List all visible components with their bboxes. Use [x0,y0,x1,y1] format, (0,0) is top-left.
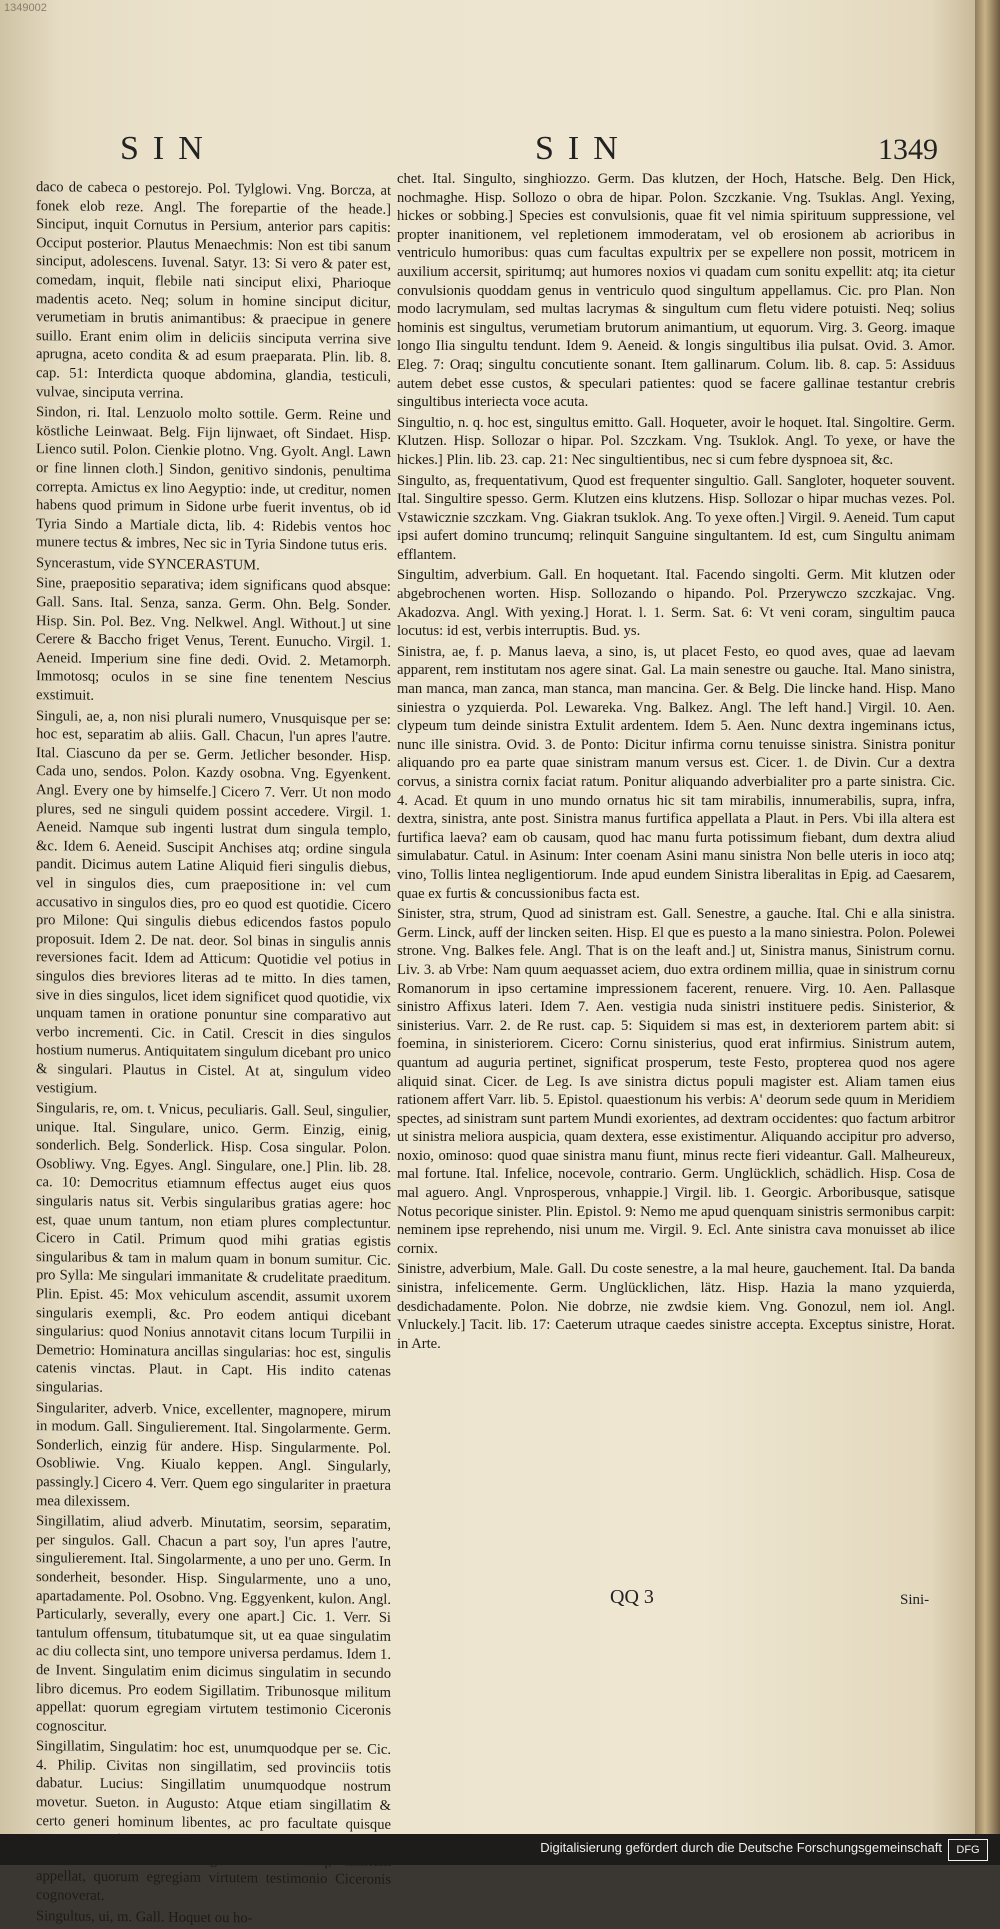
corner-mark: 1349002 [4,2,47,14]
page-number: 1349 [878,133,938,166]
entry: Singultim, adverbium. Gall. En hoquetant. Ital. Facendo singolti. Germ. Mit klutzen oder abgebrochenen worten. Hisp. Sollozando o hipando. Pol. Przerywczo szczkajac. Vng. Akadozva. Angl. With yexing.] Horat. l. 1. Serm. Sat. 6: Vt veni coram, singultim pauca locutus: id est, verbis interruptis. Bud. ys. [397,567,955,640]
running-head-left: SIN [120,130,217,167]
entry: Sinister, stra, strum, Quod ad sinistram est. Gall. Senestre, a gauche. Ital. Chi e alla sinistra. Germ. Linck, auff der lincken seiten. Hisp. El que es puesto a la mano siniestra. Polon. Polewei strone. Vng. Balkes fele. Angl. That is on the leaft and.] ut, Sinistra manus, Sinistrum cornu. Liv. 3. ab Vrbe: Nam quum aequasset aciem, duo extra ordinem millia, quae in sinistrum cornu Romanorum in ipso certamine impressionem facerent, renuere. Virg. 10. Aen. Pallasque sinistro Affixus lateri. Idem 7. Aen. vestigia nuda sinistri instituere pedis. Sinisterior, & sinisterius. Varr. 2. de Re rust. cap. 5: Siquidem si mas est, in dexteriorem partem abit: si foemina, in sinisteriorem. Cicero: Cornu sinisterius, quod erat infirmius. Sinistrum autem, quantum ad auguria pertinet, significat prosperum, teste Festo, propterea quod nos agere aliquid sinat. Cicer. de Leg. Is ave sinistra dictus populi magister est. Aliam tamen eius rationem affert Varr. lib. 5. Epistol. quaestionum his verbis: A' deorum sede quum in Meridiem spectes, ad sinistram sunt partem Mundi exorientes, ad dextram occidentes: quo factum arbitror ut sinistra meliora auspicia, quam dextera, esse existimentur. Aliquando accipitur pro adverso, noxio, ominoso: quod quae sinistra manu fiunt, minus recte fieri videantur. Gall. Malheureux, mal fortune. Ital. Infelice, nocevole, contrario. Germ. Unglücklich, schädlich. Hisp. Cosa de mal aguero. Angl. Vnprosperous, vnhappie.] Virgil. lib. 1. Georgic. Arboribusque, satisque Notus pecorique sinister. Plin. Epistol. 9: Nemo me apud quenquam sinistris sermonibus carpit: neminem ipse reprehendo, nisi unum me. Virgil. 9. Ecl. Ante sinistra cava monuisset ab ilice cornix. [397,906,955,1257]
left-column [36,178,392,1927]
entry: Singultus, ui, m. Gall. Hoquet ou ho- [36,1907,253,1927]
entry: Singillatim, Singulatim: hoc est, unumquodque per se. Cic. 4. Philip. Civitas non singillatim, sed provinciis totis dabatur. Lucius: Singillatim unumquodque nostrum movetur. Sueton. in Augusto: Atque etiam singillatim & certo generi hominum libentes, ac pro facultate quisque appellat, quorum egregiam virtutem testimonio Ciceronis cognoverat. [36,1738,391,1904]
entry: Sinistra, ae, f. p. Manus laeva, a sino, is, ut placet Festo, eo quod aves, quae ad laevam apparent, rem institutam nos agere sinat. Gal. La main senestre ou gauche. Ital. Mano sinistra, man manca, man zanca, man stanca, man mancina. Ger. & Belg. Die lincke hand. Hisp. Mano siniestra o yzquierda. Pol. Lewareka. Vng. Balkez. Angl. The left hand.] Virgil. 10. Aen. clypeum tum deinde sinistra Extulit ardentem. Idem 5. Aen. Nunc dextra ingeminans ictus, nunc ille sinistra. Ovid. 3. de Ponto: Dicitur infirma cornu tenuisse sinistra. Sinistra ponitur aliquando pro ea parte quae sinistram manum versus est. Cicer. 1. de Divin. Cur a dextra corvus, a sinistra cornix faciat ratum. Ponitur aliquando adverbialiter pro a parte sinistra. Cic. 4. Acad. Et quum in uno mundo ornatus hic sit tam mirabilis, innumerabilis, supra, infra, dextra, sinistra, ante post. Sinistra manus furtifica appellata a Plaut. in Pers. Vbi illa altera est furtifica laeva? eam ob causam, quod hac manu furta potissimum fiebant, dum dextra aliud simulabatur. Catul. in Asinum: Inter coenam Asini manu sinistra Non belle uteris in ioco atq; vino, Tollis lintea negligentiorum. Inde apud eundem Sinistra liberalitas in Epig. ad Caesarem, quae ex furtis & concussionibus facta est. [397,643,955,902]
entry: Sindon, ri. Ital. Lenzuolo molto sottile. Germ. Reine und köstliche Leinwaat. Belg. Fijn lijnwaet, oft Sindaet. Hisp. Lienco sutil. Polon. Cienkie plotno. Vng. Gyolt. Angl. Lawn or fine linnen cloth.] Sindon, genitivo sindonis, penultima correpta. Amictus ex lino Aegyptio: inde, ut creditur, nomen habens quod primum in Sidone urbe fuerit inventus, ob id Tyria Sindo a Martiale dicta, lib. 4: Ridebis ventos hoc munere tectus & imbres, Nec sic in Tyria Sindone tutus eris. [36,404,391,555]
footer-credit: Digitalisierung gefördert durch die Deutsche Forschungsgemeinschaft [540,1840,942,1855]
entry: Singultio, n. q. hoc est, singultus emitto. Gall. Hoqueter, avoir le hoquet. Ital. Singoltire. Germ. Klutzen. Hisp. Sollozar o hipar. Pol. Szczkam. Vng. Tsuklok. Angl. To yexe, or have the hickes.] Plin. lib. 23. cap. 21: Nec singultientibus, nec si cum febre dyspnoea sit, &c. [397,414,955,468]
book-spine [975,0,1000,1865]
entry: Singillatim, aliud adverb. Minutatim, seorsim, separatim, per singulos. Gall. Chacun a part soy, l'un apres l'autre, singulierement. Ital. Singolarmente, a uno per uno. Germ. In sonderheit, besonder. Hisp. Singularmente, uno a uno, apartadamente. Pol. Osobno. Vng. Eggyenkent, kulon. Angl. Particularly, severally, every one apart.] Cic. 1. Verr. Si tantulum offensum, titubatumque sit, ut ea quae singulatim ac diu collecta sint, uno tempore universa perdamus. Idem 1. de Invent. Singulatim enim dicimus singulatim in secundo libro dicemus. Pro eodem Sigillatim. Tribunosque militum appellat: quorum egregiam virtutem testimonio Ciceronis cognoscitur. [36,1513,392,1735]
entry: Singuli, ae, a, non nisi plurali numero, Vnusquisque per se: hoc est, separatim ab aliis. Gall. Chacun, l'un apres l'autre. Ital. Ciascuno da per se. Germ. Jetlicher besonder. Hisp. Cada uno, sendos. Polon. Kazdy osobna. Vng. Egyenkent. Angl. Every one by himselfe.] Cicero 7. Verr. Ut non modo plures, sed ne singuli quidem possint accedere. Virgil. 1. Aeneid. Namque sub ingenti lustrat dum singula templo, &c. Idem 6. Aeneid. Suscipit Anchises atq; ordine singula pandit. Dicimus autem Latine Aliquid fieri singulis diebus, vel in singulos dies, cum praepositione in: vel cum accusativo in singulos dies, pro eo quod est quotidie. Cicero pro Milone: Qui singulis diebus edicendos fastos populo proposuit. Idem 2. De nat. deor. Sol binas in singulis annis reversiones facit. Idem ad Atticum: Quotidie vel potius in singulos dies breviores literas ad te mitto. In dies tamen, sive in dies singulos, licet idem significet quod quotidie, vix unquam tamen in oratione ponuntur sine comparativo aut verbo incrementi. Cic. in Catil. Crescit in dies singulos hostium numerus. Antiquitatem singulum dicebant pro unico & singulari. Plautus in Cistel. At at, singulum video vestigium. [36,707,391,1097]
catchword: Sini- [900,1592,930,1608]
entry: Sine, praepositio separativa; idem significans quod absque: Gall. Sans. Ital. Senza, sanza. Germ. Ohn. Belg. Sonder. Hisp. Sin. Pol. Bez. Vng. Nelkwel. Angl. Without.] ut sine Cerere & Baccho friget Venus, Terent. Eunucho. Virgil. 1. Aeneid. Imperium sine fine dedi. Ovid. 2. Metamorph. Immotosq; oculos in se sine fine tenentem Nescius exstimuit. [36,575,391,704]
entry: Singularis, re, om. t. Vnicus, peculiaris. Gall. Seul, singulier, unique. Ital. Singulare, unico. Germ. Einzig, einig, sonderlich. Belg. Sonderlick. Hisp. Cosa singular. Polon. Osobliwy. Vng. Egyes. Angl. Singulare, one.] Plin. lib. 28. ca. 10: Democritus etiamnum effectus auget eius quos singularis natus sit. Verbis singularibus gratias agere: hoc est, quae unum tantum, non etiam plures complectuntur. Cicero in Catil. Primum quod mihi gratias egistis singularibus & tam in malum quam in bonum sumitur. Cic. pro Sylla: Me singulari immanitate & crudelitate praeditum. Plin. Epist. 45: Mox vehiculum ascendit, assumit uxorem singularis exempli, &c. Pro eodem antiqui dicebant singularius: quod Nonius annotavit citans locum Turpilii in Demetrio: Hominatura ancillas singularias: hoc est, singulis catenis vinctas. Plaut. in Capt. His indito catenas singularias. [36,1100,391,1396]
footer-bar [0,1834,1000,1865]
entry: Sinistre, adverbium, Male. Gall. Du coste senestre, a la mal heure, gauchement. Ital. Da banda sinistra, infelicemente. Germ. Unglücklichen, lätz. Hisp. Hazia la mano yzquierda, desdichadamente. Polon. Nie dobrze, nie zwdsie kiem. Vng. Gonozul, nem iol. Angl. Vnluckely.] Tacit. lib. 17: Caeterum utraque caedes sinistre accepta. Exceptus sinistre, Horat. in Arte. [397,1261,955,1352]
signature-mark: QQ 3 [610,1586,654,1608]
running-head-right: SIN [535,130,632,167]
dfg-logo-icon: DFG [948,1839,988,1861]
entry: Singulto, as, frequentativum, Quod est frequenter singultio. Gall. Sangloter, hoqueter souvent. Ital. Singultire spesso. Germ. Klutzen eins klutzens. Hisp. Sollozar o hipar muchas vezes. Pol. Vstawicznie szczkam. Vng. Giakran tsuklok. Ang. To yexe often.] Virgil. 9. Aeneid. Tum caput ipsi aufert domino truncumq; relinquit Sanguine singultantem. Id est, cum Singultu animam efflantem. [397,472,955,563]
entry: chet. Ital. Singulto, singhiozzo. Germ. Das klutzen, der Hoch, Hatsche. Belg. Den Hick, nochmaghe. Hisp. Sollozo o obra de hipar. Polon. Szczkanie. Vng. Tsuklas. Angl. Yexing, hickes or sobbing.] Species est convulsionis, quae fit vel nimia spirituum suppressione, vel propter inanitionem, vel repletionem immoderatam, vel ob erosionem ab acrioribus in ventriculo humoribus: quas cum facultas expultrix per se expellere non possit, motricem in auxilium accersit, spiritumq; aut humores noxios vi quadam cum sonitu expellit: atq; ita cietur convulsionis quoddam genus in ventriculo quod singultum appellamus. Cic. pro Plan. Non modo lacrymulam, sed multas lacrymas & singultum cum fletu videre potuisti. Neq; solius hominis est singultus, verumetiam brutorum animantium, ut equorum. Virg. 3. Georg. imaque longo Ilia singultu tendunt. Idem 9. Aeneid. & longis singultibus ilia pulsat. Ovid. 3. Amor. Eleg. 7: Oraq; singultu concutiente sonant. Item gallinarum. Colum. lib. 8. cap. 5: Assiduus autem debet esse custos, & speculari patientes: quod se facere gallinae testantur crebris singultibus interiecta voce acuta. [397,171,955,411]
entry: daco de cabeca o pestorejo. Pol. Tylglowi. Vng. Borcza, at fonek elob reze. Angl. The forepartie of the heade.] Sinciput, inquit Cornutus in Persium, anterior pars capitis: Occiput posterior. Plautus Menaechmis: Non est tibi sanum sinciput, adolescens. Iuvenal. Satyr. 13: Si vero & pater est, comedam, inquit, flebile nati sinciput elixi, Pharioque madentis aceto. Neq; solum in homine sinciput dicitur, verumetiam in brutis animantibus: & praecipue in genere suillo. Erant enim olim in deliciis sinciputa verrina sive aprugna, aceto condita & ad esum praeparata. Plin. lib. 8. cap. 51: Interdicta quoque abdomina, glandia, testiculi, vulvae, sinciputa verrina. [36,179,391,402]
entry: Singulariter, adverb. Vnice, excellenter, magnopere, mirum in modum. Gall. Singulierement. Ital. Singolarmente. Germ. Sonderlich, einzig für andere. Hisp. Singularmente. Pol. Osobliwie. Vng. Kiualo keppen. Angl. Singularly, passingly.] Cicero 4. Verr. Quem ego singulariter in praetura mea dilexissem. [36,1399,391,1510]
entry: Syncerastum, vide SYNCERASTUM. [36,555,260,574]
right-column [397,170,955,1510]
